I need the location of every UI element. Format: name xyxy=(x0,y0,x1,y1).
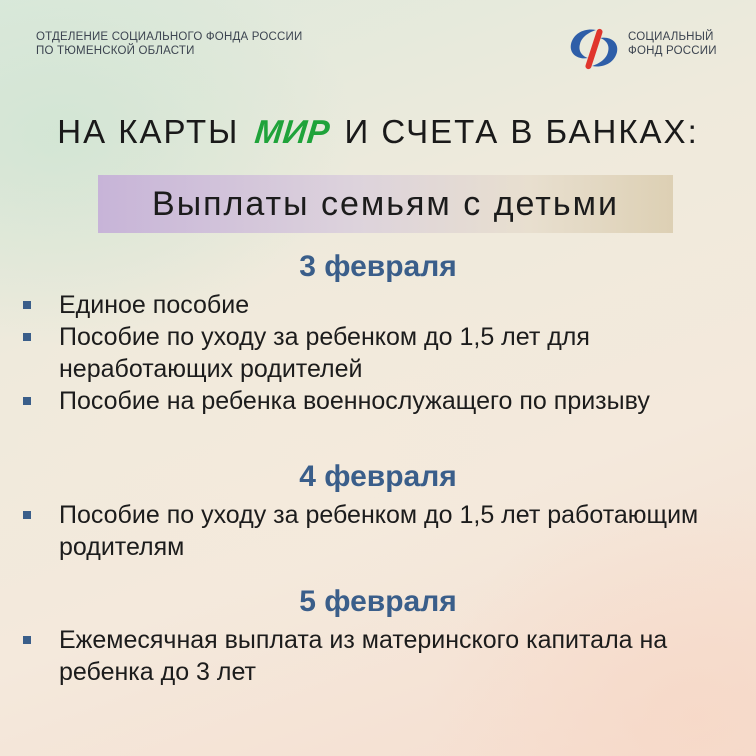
list-item-text: Пособие по уходу за ребенком до 1,5 лет работающим родителям xyxy=(59,501,699,561)
section-feb-4 xyxy=(0,459,756,563)
list-item xyxy=(0,289,756,321)
section-feb-5 xyxy=(0,584,756,688)
sfr-logo-text-line-2: ФОНД РОССИИ xyxy=(628,45,717,57)
sfr-logo-text-line-1: СОЦИАЛЬНЫЙ xyxy=(628,31,714,43)
organization-name-line-2: ПО ТЮМЕНСКОЙ ОБЛАСТИ xyxy=(36,45,195,57)
headline-suffix: И СЧЕТА В БАНКАХ: xyxy=(344,113,699,150)
list-item xyxy=(0,499,756,563)
section-date: 3 февраля xyxy=(299,250,457,283)
bullet-icon xyxy=(23,301,31,309)
list-item-text: Пособие по уходу за ребенком до 1,5 лет для неработающих родителей xyxy=(59,323,590,383)
subtitle: Выплаты семьям с детьми xyxy=(152,184,619,223)
bullet-icon xyxy=(23,397,31,405)
section-date: 5 февраля xyxy=(299,585,457,618)
bullet-icon xyxy=(23,636,31,644)
section-feb-3 xyxy=(0,249,756,417)
list-item xyxy=(0,624,756,688)
sfr-logo-text xyxy=(628,30,717,58)
list-item xyxy=(0,385,756,417)
organization-name xyxy=(36,30,302,58)
organization-name-line-1: ОТДЕЛЕНИЕ СОЦИАЛЬНОГО ФОНДА РОССИИ xyxy=(36,31,303,43)
bullet-icon xyxy=(23,511,31,519)
list-item-text: Ежемесячная выплата из материнского капитала на ребенка до 3 лет xyxy=(59,626,668,686)
bullet-icon xyxy=(23,333,31,341)
sfr-logo-icon xyxy=(566,24,622,72)
mir-brand-logo: МИР xyxy=(252,113,332,150)
subtitle-banner xyxy=(98,175,673,233)
headline-prefix: НА КАРТЫ xyxy=(57,113,240,150)
list-item xyxy=(0,321,756,385)
headline xyxy=(0,110,756,154)
section-date: 4 февраля xyxy=(299,460,457,493)
list-item-text: Единое пособие xyxy=(59,291,250,319)
list-item-text: Пособие на ребенка военнослужащего по призыву xyxy=(59,387,650,415)
